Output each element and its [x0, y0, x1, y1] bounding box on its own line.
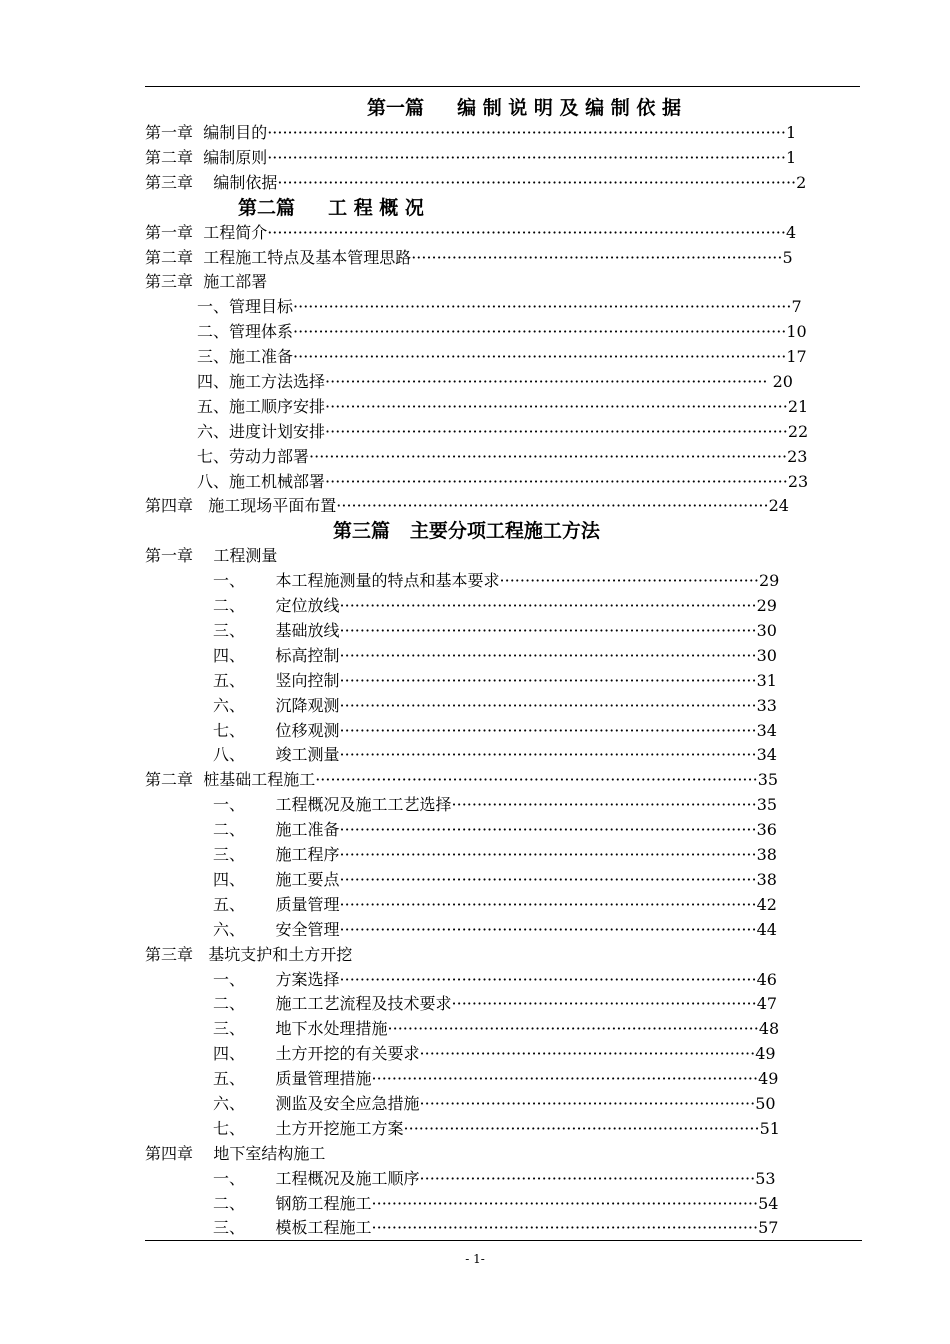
toc-entry-number: 第四章: [145, 1143, 214, 1163]
dot-leader: ··················································································: [339, 720, 757, 740]
toc-entry-page: 57: [758, 1218, 779, 1238]
toc-entry-title: 位移观测: [275, 720, 340, 740]
toc-entry-title: 编制目的: [203, 123, 268, 142]
dot-leader: ······································································································: [267, 123, 786, 142]
dot-leader: ·········································································: [387, 1019, 759, 1039]
toc-entry: [145, 644, 865, 669]
toc-entry-page: 23: [787, 471, 809, 491]
toc-entry: [145, 445, 865, 470]
toc-entry: [145, 843, 865, 868]
toc-entry-number: 二、: [213, 820, 276, 840]
toc-entry-title: 工程概况及施工顺序: [275, 1168, 420, 1188]
toc-entry-title: 编制依据: [213, 172, 278, 192]
toc-entry-title: 管理体系: [229, 322, 294, 342]
dot-leader: ······································································: [403, 1118, 760, 1138]
toc-entry-title: 施工程序: [275, 845, 340, 865]
toc-entry-title: 进度计划安排: [229, 421, 326, 441]
toc-entry-title: 施工部署: [203, 272, 268, 292]
toc-entry-page: 49: [758, 1069, 779, 1089]
dot-leader: ·································································································: [293, 322, 787, 342]
toc-entry-page: 1: [785, 123, 797, 142]
toc-entry-title: 质量管理: [275, 894, 340, 914]
dot-leader: ··················································································: [339, 621, 757, 641]
toc-entry-title: 测监及安全应急措施: [275, 1093, 420, 1113]
toc-entry-number: 一、: [213, 1168, 276, 1188]
toc-entry-title: 施工顺序安排: [229, 396, 326, 416]
toc-entry-number: 八、: [197, 471, 230, 491]
toc-entry: [145, 494, 865, 519]
dot-leader: ············································································: [371, 1218, 759, 1238]
page-number: - 1-: [465, 1252, 485, 1266]
toc-entry: [145, 569, 865, 594]
toc-entry-page: 30: [756, 621, 777, 641]
toc-entry-title: 方案选择: [275, 969, 340, 989]
toc-entry-title: 基础放线: [275, 621, 340, 641]
toc-entry-title: 桩基础工程施工: [203, 770, 316, 790]
toc-entry-title: 地下水处理措施: [275, 1019, 388, 1039]
toc-entry-title: 施工要点: [275, 869, 340, 889]
toc-entry: [145, 743, 865, 768]
toc-entry: [145, 320, 865, 345]
part-heading-text: 第三篇 主要分项工程施工方法: [333, 520, 600, 543]
toc-entry: [145, 818, 865, 843]
toc-entry-number: 六、: [213, 919, 276, 939]
toc-entry: [145, 121, 865, 146]
toc-entry-title: 安全管理: [275, 919, 340, 939]
toc-entry-number: 二、: [197, 322, 230, 342]
toc-entry-page: 42: [756, 894, 777, 914]
toc-entry-title: 地下室结构施工: [213, 1143, 326, 1163]
toc-entry-number: 七、: [197, 446, 230, 466]
dot-leader: ··················································································: [339, 596, 757, 616]
toc-entry-page: 7: [791, 297, 802, 317]
toc-entry-page: 36: [756, 820, 777, 840]
toc-entry-number: 七、: [213, 720, 276, 740]
toc-entry: [145, 694, 865, 719]
dot-leader: ··················································································: [339, 894, 757, 914]
dot-leader: ······································································································: [267, 147, 786, 167]
toc-entry: [145, 1117, 865, 1142]
toc-entry-title: 施工准备: [275, 820, 340, 840]
toc-entry-number: 二、: [213, 596, 276, 616]
dot-leader: ······························································································: [309, 446, 788, 466]
toc-entry-number: 一、: [213, 969, 276, 989]
toc-entry-page: 34: [756, 720, 777, 740]
toc-entry: [145, 270, 865, 295]
toc-entry-title: 施工工艺流程及技术要求: [275, 994, 452, 1014]
toc-entry: [145, 171, 865, 196]
toc-entry-number: 第二章: [145, 770, 204, 790]
toc-entry: [145, 1042, 865, 1067]
dot-leader: ············································································: [371, 1069, 759, 1089]
toc-entry-title: 管理目标: [229, 297, 294, 317]
toc-entry-page: 50: [755, 1093, 776, 1113]
toc-entry-page: 30: [756, 645, 777, 665]
toc-entry-title: 施工方法选择: [229, 372, 326, 392]
dot-leader: ··················································································: [339, 670, 757, 690]
toc-entry-page: 29: [756, 596, 777, 616]
dot-leader: ·····················································································: [336, 496, 769, 516]
toc-entry: [145, 1142, 865, 1167]
toc-entry: [145, 221, 865, 246]
toc-entry-number: 六、: [197, 421, 230, 441]
toc-entry-page: 53: [755, 1168, 776, 1188]
dot-leader: ··································································: [419, 1093, 756, 1113]
toc-entry-title: 定位放线: [275, 596, 340, 616]
dot-leader: ···························································································: [325, 421, 788, 441]
toc-entry-page: 2: [796, 172, 807, 192]
toc-entry-title: 工程施工特点及基本管理思路: [203, 247, 412, 267]
toc-entry-number: 五、: [213, 894, 276, 914]
toc-entry-number: 四、: [213, 869, 276, 889]
dot-leader: ··································································: [419, 1044, 756, 1064]
toc-entry: [145, 968, 865, 993]
toc-entry-page: 35: [756, 795, 778, 815]
toc-entry-title: 施工准备: [229, 347, 294, 367]
toc-entry: [145, 992, 865, 1017]
toc-entry-title: 施工现场平面布置: [208, 496, 337, 516]
toc-entry-number: 三、: [213, 845, 276, 865]
toc-entry: [145, 719, 865, 744]
toc-entry-page: 23: [787, 446, 808, 466]
toc-entry: [145, 1092, 865, 1117]
toc-entry-page: 49: [755, 1044, 776, 1064]
toc-entry-title: 标高控制: [275, 645, 340, 665]
toc-entry: [145, 246, 865, 271]
dot-leader: ··················································································: [339, 869, 757, 889]
toc-entry-page: 47: [756, 994, 778, 1014]
toc-entry: [145, 594, 865, 619]
toc-entry-number: 一、: [213, 571, 276, 591]
part-heading-text: 第二篇 工 程 概 况: [238, 196, 424, 219]
toc-entry-number: 第一章: [145, 546, 214, 566]
toc-entry-title: 质量管理措施: [275, 1069, 372, 1089]
toc-entry-title: 编制原则: [203, 147, 268, 167]
toc-entry-page: 5: [782, 247, 793, 267]
dot-leader: ··················································································: [339, 645, 757, 665]
toc-entry-number: 第三章: [145, 944, 209, 964]
dot-leader: ··································································: [419, 1168, 756, 1188]
dot-leader: ··················································································: [339, 969, 757, 989]
toc-entry-number: 第一章: [145, 123, 204, 142]
toc-entry-page: 44: [756, 919, 777, 939]
toc-entry-number: 二、: [213, 994, 276, 1014]
toc-entry-number: 六、: [213, 1093, 276, 1113]
toc-entry-title: 模板工程施工: [275, 1218, 372, 1238]
toc-entry: [145, 1167, 865, 1192]
toc-entry-number: 五、: [197, 396, 230, 416]
toc-entry-number: 三、: [213, 1019, 276, 1039]
dot-leader: ·······················································································: [315, 770, 758, 790]
toc-entry: [145, 893, 865, 918]
toc-entry-title: 本工程施测量的特点和基本要求: [275, 571, 500, 591]
toc-entry-number: 一、: [197, 297, 230, 317]
toc-entry-number: 五、: [213, 670, 276, 690]
toc-entry-number: 一、: [213, 795, 276, 815]
toc-entry-page: 33: [756, 695, 777, 715]
toc-entry-title: 竣工测量: [275, 745, 340, 765]
toc-entry-page: 38: [756, 845, 777, 865]
dot-leader: ··················································································: [339, 820, 757, 840]
toc-entry-number: 第一章: [145, 222, 204, 242]
toc-entry: [145, 768, 865, 793]
dot-leader: ···················································: [499, 571, 759, 591]
toc-entry-page: 35: [757, 770, 779, 790]
toc-entry-page: 38: [756, 869, 777, 889]
toc-entry: [145, 793, 865, 818]
toc-entry-number: 二、: [213, 1193, 276, 1213]
toc-entry: [145, 943, 865, 968]
toc-entry-number: 七、: [213, 1118, 276, 1138]
toc-entry-number: 四、: [213, 645, 276, 665]
toc-entry-page: 24: [768, 496, 789, 516]
toc-entry-page: 17: [786, 347, 807, 367]
toc-entry-title: 竖向控制: [275, 670, 340, 690]
part-heading: [145, 196, 865, 221]
toc-entry: [145, 619, 865, 644]
toc-entry: [145, 1192, 865, 1217]
toc-entry-title: 沉降观测: [275, 695, 340, 715]
toc-entry-page: 4: [785, 222, 797, 242]
toc-entry-number: 八、: [213, 745, 276, 765]
toc-entry-title: 工程概况及施工工艺选择: [275, 795, 452, 815]
toc-entry: [145, 295, 865, 320]
dot-leader: ··················································································: [339, 695, 757, 715]
dot-leader: ······································································································: [277, 172, 797, 192]
toc-entry-page: 20: [767, 372, 793, 392]
dot-leader: ····························································: [451, 994, 757, 1014]
toc-entry: [145, 544, 865, 569]
toc-entry-page: 46: [756, 969, 777, 989]
toc-entry-title: 钢筋工程施工: [275, 1193, 372, 1213]
dot-leader: ··················································································: [339, 845, 757, 865]
toc-entry-page: 54: [758, 1193, 779, 1213]
toc-entry-page: 29: [758, 571, 780, 591]
toc-entry-page: 21: [787, 396, 809, 416]
toc-entry: [145, 1067, 865, 1092]
toc-entry: [145, 1017, 865, 1042]
toc-entry-number: 五、: [213, 1069, 276, 1089]
table-of-contents: [145, 96, 865, 1241]
toc-entry-number: 四、: [197, 372, 230, 392]
toc-entry-page: 10: [786, 322, 807, 342]
toc-entry: [145, 470, 865, 495]
toc-entry-page: 51: [759, 1118, 780, 1138]
footer-rule: [145, 1240, 862, 1241]
toc-entry: [145, 146, 865, 171]
toc-entry-page: 1: [785, 147, 797, 167]
toc-entry-number: 第三章: [145, 272, 204, 292]
toc-entry-page: 22: [787, 421, 809, 441]
toc-entry-page: 48: [758, 1019, 780, 1039]
dot-leader: ··································································································: [293, 297, 792, 317]
toc-entry-number: 第三章: [145, 172, 214, 192]
toc-entry-title: 土方开挖施工方案: [275, 1118, 404, 1138]
toc-entry-number: 三、: [197, 347, 230, 367]
toc-entry-number: 三、: [213, 621, 276, 641]
toc-entry-title: 工程测量: [213, 546, 278, 566]
toc-entry: [145, 918, 865, 943]
toc-entry: [145, 669, 865, 694]
dot-leader: ····························································: [451, 795, 757, 815]
header-rule: [145, 86, 860, 87]
toc-entry: [145, 1216, 865, 1241]
dot-leader: ··················································································: [339, 745, 757, 765]
toc-entry-page: 31: [756, 670, 777, 690]
part-heading: [145, 96, 865, 121]
toc-entry-number: 四、: [213, 1044, 276, 1064]
toc-entry-title: 工程简介: [203, 222, 268, 242]
toc-entry: [145, 370, 865, 395]
toc-entry-title: 土方开挖的有关要求: [275, 1044, 420, 1064]
toc-entry-number: 六、: [213, 695, 276, 715]
dot-leader: ·······················································································: [325, 372, 768, 392]
toc-entry-number: 三、: [213, 1218, 276, 1238]
dot-leader: ···························································································: [325, 471, 788, 491]
toc-entry-number: 第二章: [145, 247, 204, 267]
dot-leader: ·········································································: [411, 247, 783, 267]
part-heading-text: 第一篇 编 制 说 明 及 编 制 依 据: [367, 97, 681, 119]
dot-leader: ············································································: [371, 1193, 759, 1213]
dot-leader: ··················································································: [339, 919, 757, 939]
dot-leader: ······································································································: [267, 222, 786, 242]
toc-entry-number: 第二章: [145, 147, 204, 167]
toc-entry: [145, 395, 865, 420]
dot-leader: ···························································································: [325, 396, 788, 416]
toc-entry-title: 劳动力部署: [229, 446, 310, 466]
dot-leader: ·································································································: [293, 347, 787, 367]
part-heading: [145, 519, 865, 544]
toc-entry: [145, 868, 865, 893]
toc-entry: [145, 420, 865, 445]
toc-entry-title: 施工机械部署: [229, 471, 326, 491]
toc-entry-page: 34: [756, 745, 777, 765]
toc-entry-number: 第四章: [145, 496, 209, 516]
toc-entry: [145, 345, 865, 370]
toc-entry-title: 基坑支护和土方开挖: [208, 944, 353, 964]
